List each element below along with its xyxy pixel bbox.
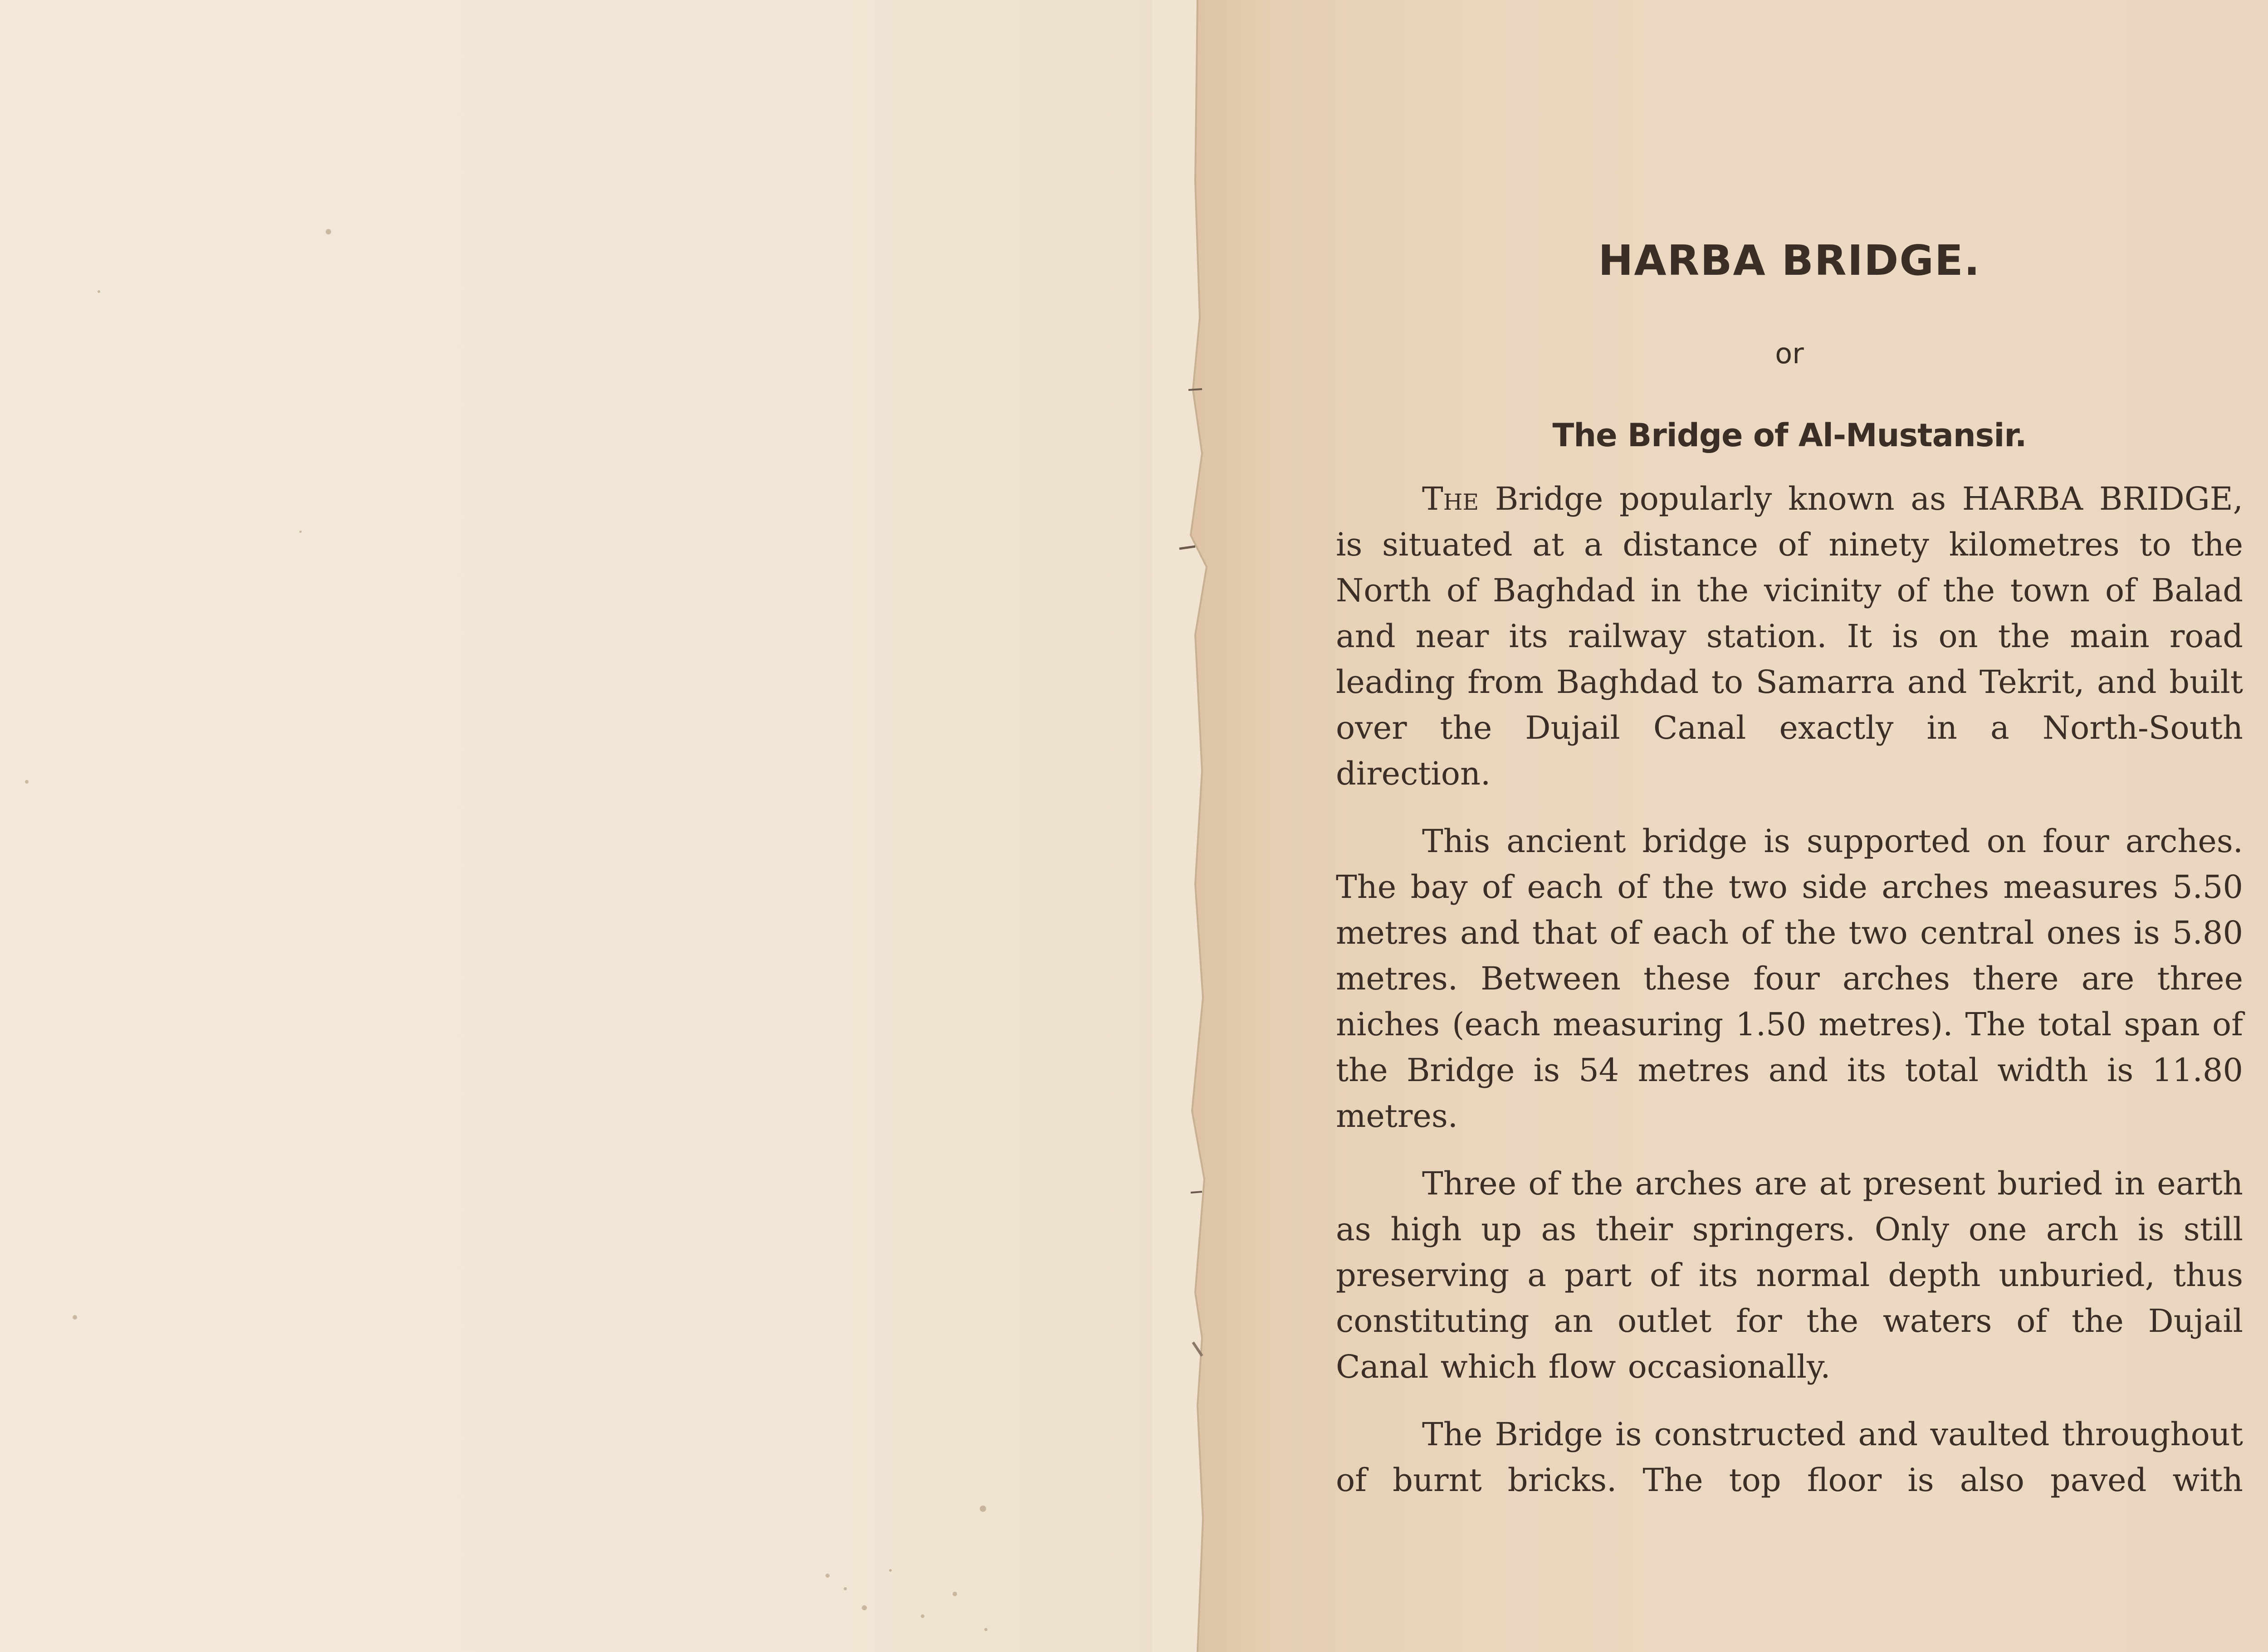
page-text [1336, 227, 2243, 1503]
paper-speck [98, 290, 100, 293]
paper-speck [984, 1628, 987, 1631]
title-conjunction: or [1775, 337, 1804, 370]
paragraph-2 [1336, 819, 2243, 1139]
torn-gutter-edge [1152, 0, 1229, 1652]
paper-speck [921, 1614, 924, 1618]
paper-speck [889, 1569, 892, 1572]
paragraph-1-lead: The [1422, 480, 1479, 517]
paragraph-4-text: The Bridge is constructed and vaulted throughout of burnt bricks. The top floor is also paved with [1336, 1416, 2243, 1499]
paragraph-2-text: This ancient bridge is supported on four arches. The bay of each of the two side arches measures 5.50 metres and that of each of the two central ones is 5.80 metres. Between these four arches there are three niches (each measuring 1.50 metres). The total span of the Bridge is 54 metres and its total width is 11.80 metres. [1336, 823, 2243, 1135]
paragraph-1-text: Bridge popularly known as HARBA BRIDGE, is situated at a distance of ninety kilometres to the North of Baghdad in the vicinity of the town of Balad and near its railway station. It is on the main road leading from Baghdad to Samarra and Tekrit, and built over the Dujail Canal exactly in a North-South direction. [1336, 480, 2243, 792]
paper-speck [299, 531, 302, 533]
paragraph-4 [1336, 1412, 2243, 1503]
paper-speck [980, 1506, 986, 1512]
paragraph-3-text: Three of the arches are at present buried in earth as high up as their springers. Only one arch is still preserving a part of its normal depth unburied, thus constituting an outlet for the waters of the Dujail Canal which flow occasionally. [1336, 1165, 2243, 1385]
page-title: HARBA BRIDGE. [1598, 236, 1981, 285]
paper-speck [25, 780, 29, 784]
paper-speck [826, 1574, 830, 1578]
paragraph-1 [1336, 476, 2243, 797]
paragraph-3 [1336, 1161, 2243, 1390]
page-subtitle: The Bridge of Al-Mustansir. [1552, 417, 2027, 454]
paper-speck [326, 229, 331, 234]
paper-speck [862, 1605, 867, 1610]
paper-speck [73, 1315, 77, 1320]
paper-speck [844, 1587, 847, 1590]
paper-speck [953, 1592, 957, 1596]
